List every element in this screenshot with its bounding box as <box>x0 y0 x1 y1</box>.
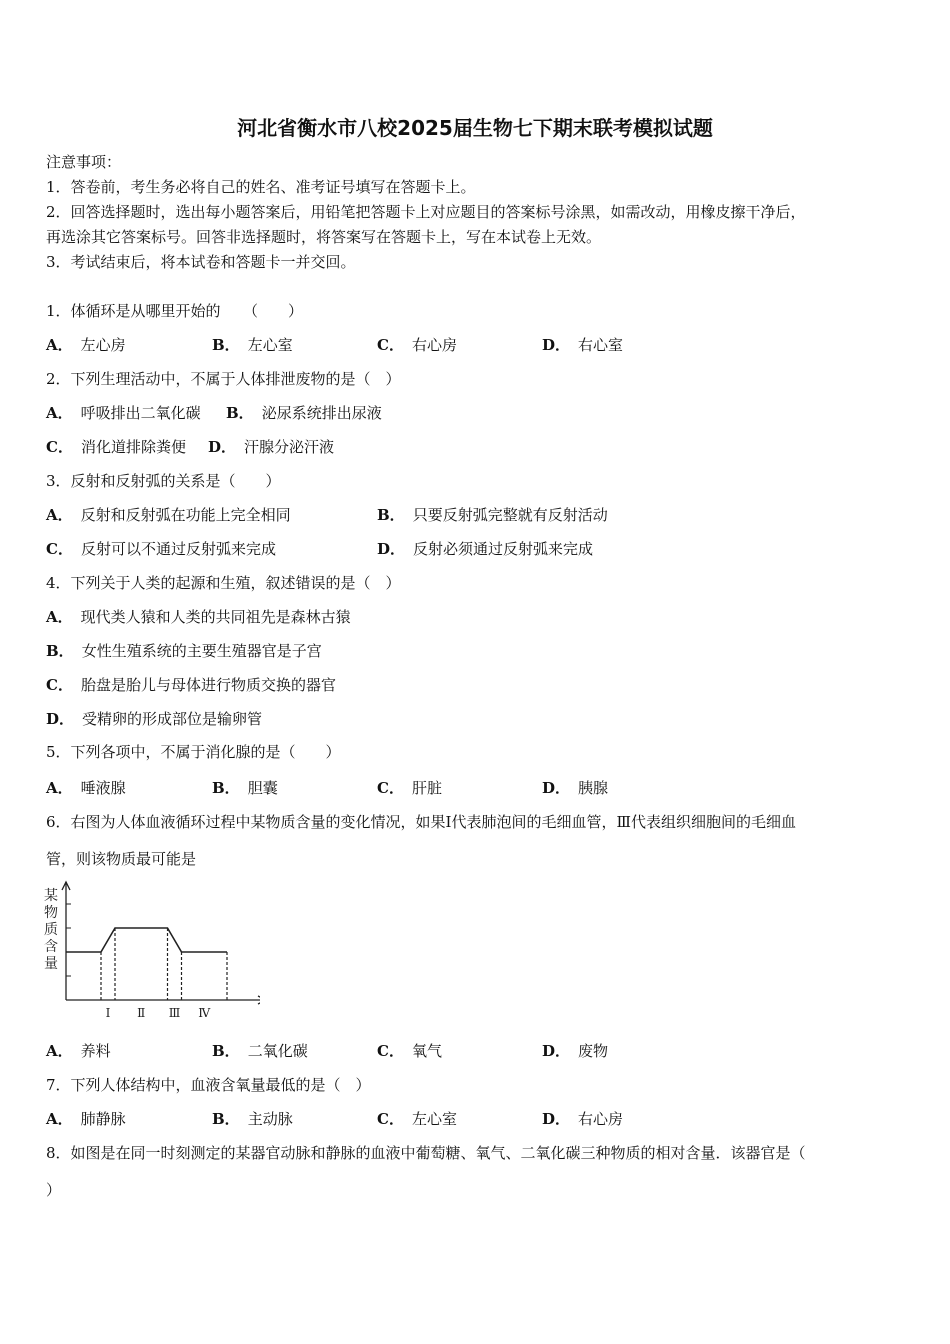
q7-option-b[interactable]: B． 主动脉 <box>212 1110 293 1128</box>
question-7-stem: 7．下列人体结构中，血液含氧量最低的是（ ） <box>46 1076 371 1094</box>
question-4-stem: 4．下列关于人类的起源和生殖，叙述错误的是（ ） <box>46 574 401 592</box>
q2-option-b[interactable]: B． 泌尿系统排出尿液 <box>226 404 382 422</box>
question-8-stem-line2: ） <box>46 1181 62 1199</box>
question-1-stem: 1．体循环是从哪里开始的 （ ） <box>46 302 304 320</box>
q6-option-a[interactable]: A． 养料 <box>46 1042 111 1060</box>
x-tick-label: Ⅱ <box>137 1006 146 1020</box>
x-tick-label: Ⅲ <box>168 1006 181 1020</box>
question-2-stem: 2．下列生理活动中，不属于人体排泄废物的是（ ） <box>46 370 401 388</box>
q6-option-b[interactable]: B． 二氧化碳 <box>212 1042 308 1060</box>
question-3-stem: 3．反射和反射弧的关系是（ ） <box>46 472 281 490</box>
q3-option-a[interactable]: A． 反射和反射弧在功能上完全相同 <box>46 506 291 524</box>
q3-option-b[interactable]: B． 只要反射弧完整就有反射活动 <box>377 506 608 524</box>
question-8-stem-line1: 8．如图是在同一时刻测定的某器官动脉和静脉的血液中葡萄糖、氧气、二氧化碳三种物质的相对含量．该器官是（ <box>46 1144 806 1162</box>
chart-axes <box>62 882 260 1004</box>
q3-option-d[interactable]: D． 反射必须通过反射弧来完成 <box>377 540 594 558</box>
q1-option-a[interactable]: A． 左心房 <box>46 336 126 354</box>
q4-option-a[interactable]: A． 现代类人猿和人类的共同祖先是森林古猿 <box>46 608 351 626</box>
q1-option-b[interactable]: B． 左心室 <box>212 336 293 354</box>
chart-marks <box>66 928 227 1000</box>
notice-item-2-cont: 再选涂其它答案标号。回答非选择题时，将答案写在答题卡上，写在本试卷上无效。 <box>46 228 602 246</box>
q6-option-c[interactable]: C． 氧气 <box>377 1042 442 1060</box>
q2-option-a[interactable]: A． 呼吸排出二氧化碳 <box>46 404 201 422</box>
q4-option-c[interactable]: C． 胎盘是胎儿与母体进行物质交换的器官 <box>46 676 336 694</box>
question-5-stem: 5．下列各项中，不属于消化腺的是（ ） <box>46 743 341 761</box>
q2-option-d[interactable]: D． 汗腺分泌汗液 <box>208 438 335 456</box>
q1-option-d[interactable]: D． 右心室 <box>542 336 624 354</box>
q6-option-d[interactable]: D． 废物 <box>542 1042 609 1060</box>
series-line <box>66 928 227 952</box>
q5-option-b[interactable]: B． 胆囊 <box>212 779 278 797</box>
substance-content-chart <box>40 878 260 1023</box>
x-tick-label: Ⅰ <box>105 1006 111 1020</box>
q5-option-a[interactable]: A． 唾液腺 <box>46 779 126 797</box>
notice-item-3: 3．考试结束后，将本试卷和答题卡一并交回。 <box>46 253 356 271</box>
question-6-stem-line1: 6．右图为人体血液循环过程中某物质含量的变化情况，如果Ⅰ代表肺泡间的毛细血管，Ⅲ代表组织细胞间的毛细血 <box>46 813 796 831</box>
q3-option-c[interactable]: C． 反射可以不通过反射弧来完成 <box>46 540 276 558</box>
notice-item-1: 1．答卷前，考生务必将自己的姓名、准考证号填写在答题卡上。 <box>46 178 476 196</box>
q7-option-c[interactable]: C． 左心室 <box>377 1110 457 1128</box>
x-tick-label: Ⅳ <box>198 1006 211 1020</box>
q7-option-d[interactable]: D． 右心房 <box>542 1110 624 1128</box>
q4-option-d[interactable]: D． 受精卵的形成部位是输卵管 <box>46 710 263 728</box>
q7-option-a[interactable]: A． 肺静脉 <box>46 1110 126 1128</box>
notice-heading: 注意事项： <box>46 153 122 171</box>
q1-option-c[interactable]: C． 右心房 <box>377 336 457 354</box>
chart-y-label: 某物质含量 <box>44 888 58 972</box>
q5-option-d[interactable]: D． 胰腺 <box>542 779 609 797</box>
q2-option-c[interactable]: C． 消化道排除粪便 <box>46 438 186 456</box>
notice-item-2: 2．回答选择题时，选出每小题答案后，用铅笔把答题卡上对应题目的答案标号涂黑，如需改动，用橡皮擦干净后， <box>46 203 806 221</box>
q5-option-c[interactable]: C． 肝脏 <box>377 779 442 797</box>
chart-x-ticks <box>106 1006 212 1020</box>
q4-option-b[interactable]: B． 女性生殖系统的主要生殖器官是子宫 <box>46 642 322 660</box>
question-6-stem-line2: 管，则该物质最可能是 <box>46 850 197 868</box>
page-title: 河北省衡水市八校2025届生物七下期末联考模拟试题 <box>237 116 713 140</box>
